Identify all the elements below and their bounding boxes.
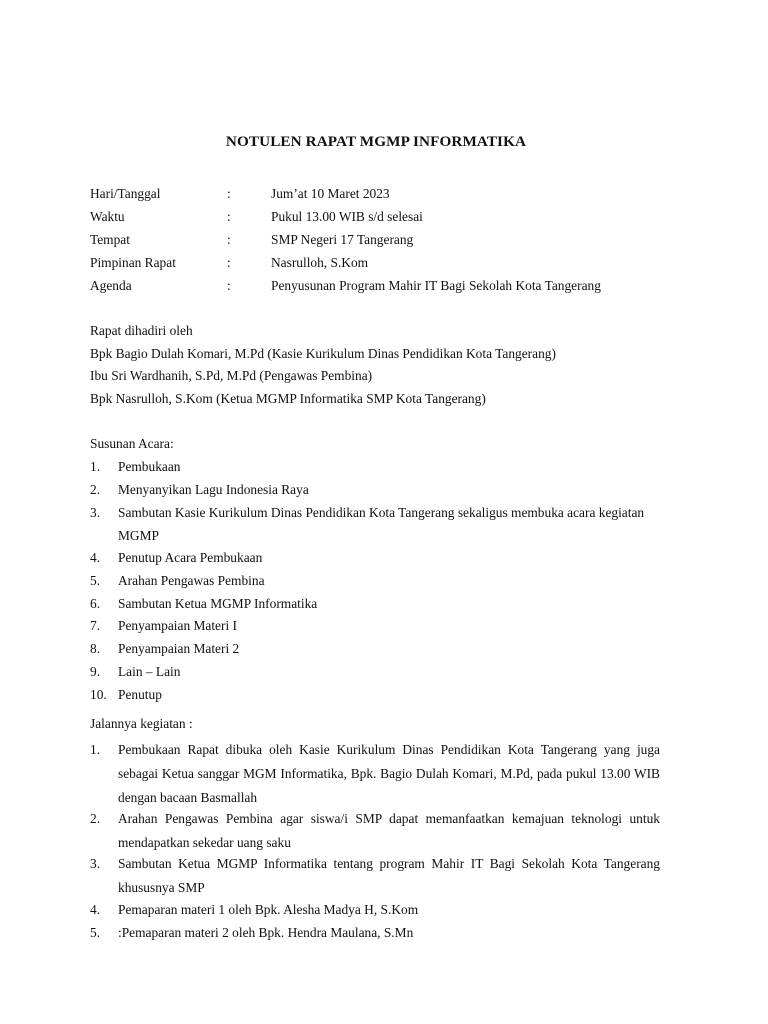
list-text: Sambutan Ketua MGMP Informatika tentang program Mahir IT Bagi Sekolah Kota Tangerang khususnya SMP [118, 856, 660, 895]
meta-colon: : [227, 255, 231, 270]
meta-label: Agenda [90, 278, 132, 293]
document-title: NOTULEN RAPAT MGMP INFORMATIKA [225, 133, 527, 150]
list-number: 1. [90, 742, 101, 757]
list-number: 3. [90, 856, 101, 871]
meta-colon: : [227, 209, 231, 224]
meta-value: Nasrulloh, S.Kom [271, 255, 369, 270]
meta-label: Tempat [90, 232, 130, 247]
list-number: 2. [90, 811, 101, 826]
meta-value: Penyusunan Program Mahir IT Bagi Sekolah Kota Tangerang [271, 278, 601, 293]
list-text: :Pemaparan materi 2 oleh Bpk. Hendra Maulana, S.Mn [118, 925, 414, 940]
list-text: Pemaparan materi 1 oleh Bpk. Alesha Madya H, S.Kom [118, 902, 419, 917]
attendee: Bpk Bagio Dulah Komari, M.Pd (Kasie Kurikulum Dinas Pendidikan Kota Tangerang) [90, 346, 556, 361]
list-number: 7. [90, 618, 101, 633]
list-text: Penutup [118, 687, 162, 702]
list-text: Sambutan Kasie Kurikulum Dinas Pendidikan Kota Tangerang sekaligus membuka acara kegiatan MGMP [118, 505, 645, 543]
list-text: Pembukaan [118, 459, 181, 474]
attendee: Bpk Nasrulloh, S.Kom (Ketua MGMP Informatika SMP Kota Tangerang) [90, 391, 486, 406]
meta-label: Waktu [90, 209, 125, 224]
list-number: 6. [90, 596, 101, 611]
meta-colon: : [227, 232, 231, 247]
list-number: 1. [90, 459, 101, 474]
meta-value: Jum’at 10 Maret 2023 [271, 186, 390, 201]
meta-value: SMP Negeri 17 Tangerang [271, 232, 414, 247]
list-number: 3. [90, 505, 101, 520]
list-text: Penyampaian Materi 2 [118, 641, 240, 656]
agenda-heading: Susunan Acara: [90, 436, 174, 451]
list-number: 5. [90, 573, 101, 588]
meta-value: Pukul 13.00 WIB s/d selesai [271, 209, 423, 224]
list-number: 4. [90, 550, 101, 565]
list-text: Arahan Pengawas Pembina agar siswa/i SMP dapat memanfaatkan kemajuan teknologi untuk mendapatkan sekedar uang saku [118, 811, 660, 850]
list-text: Sambutan Ketua MGMP Informatika [118, 596, 318, 611]
list-text: Lain – Lain [118, 664, 181, 679]
proceedings-heading: Jalannya kegiatan : [90, 716, 193, 731]
attendance-heading: Rapat dihadiri oleh [90, 323, 193, 338]
list-number: 4. [90, 902, 101, 917]
meta-colon: : [227, 186, 231, 201]
list-text: Arahan Pengawas Pembina [118, 573, 265, 588]
meta-colon: : [227, 278, 231, 293]
list-number: 9. [90, 664, 101, 679]
list-number: 10. [90, 687, 107, 702]
list-number: 5. [90, 925, 101, 940]
attendee: Ibu Sri Wardhanih, S.Pd, M.Pd (Pengawas Pembina) [90, 368, 373, 383]
list-text: Pembukaan Rapat dibuka oleh Kasie Kurikulum Dinas Pendidikan Kota Tangerang yang juga sebagai Ketua sanggar MGM Informatika, Bpk. Bagio Dulah Komari, M.Pd, pada pukul 13.00 WIB dengan bacaan Basmallah [118, 742, 660, 805]
meta-label: Hari/Tanggal [90, 186, 161, 201]
list-text: Penyampaian Materi I [118, 618, 237, 633]
list-number: 2. [90, 482, 101, 497]
list-text: Penutup Acara Pembukaan [118, 550, 263, 565]
list-text: Menyanyikan Lagu Indonesia Raya [118, 482, 309, 497]
meta-label: Pimpinan Rapat [90, 255, 176, 270]
list-number: 8. [90, 641, 101, 656]
